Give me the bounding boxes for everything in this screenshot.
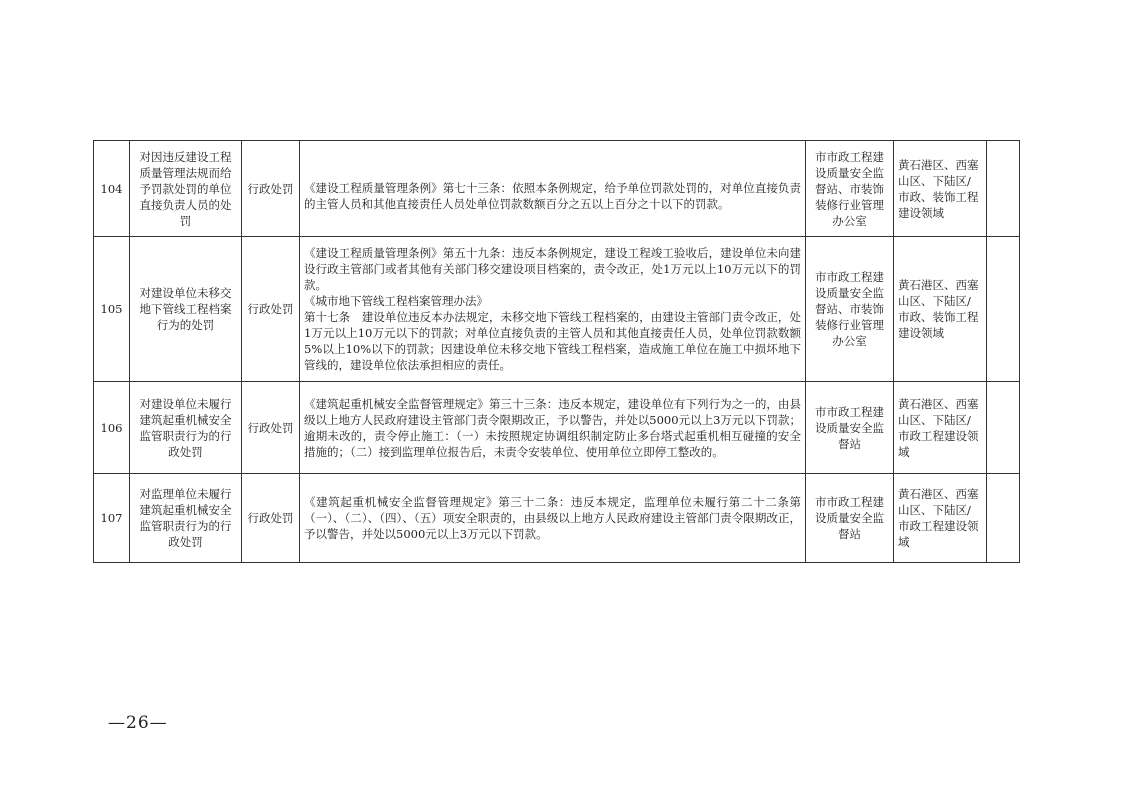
legal-basis-paragraph: 《建筑起重机械安全监督管理规定》第三十二条：违反本规定，监理单位未履行第二十二条第（一）、（二）、（四）、（五）项安全职责的，由县级以上地方人民政府建设主管部门责令限期改正，予以警告，并处以5000元以上3万元以下罚款。 [304,495,801,541]
item-name: 对因违反建设工程质量管理法规而给予罚款处罚的单位直接负责人员的处罚 [130,141,242,237]
jurisdiction-scope: 黄石港区、西塞山区、下陆区/市政工程建设领域 [894,382,987,474]
item-category: 行政处罚 [242,474,300,563]
item-category: 行政处罚 [242,237,300,382]
remark-cell [987,237,1020,382]
table-row [94,237,1020,382]
item-number: 106 [94,382,130,474]
table-row [94,382,1020,474]
penalty-items-table [93,140,1020,563]
item-name: 对监理单位未履行建筑起重机械安全监管职责行为的行政处罚 [130,474,242,563]
jurisdiction-scope: 黄石港区、西塞山区、下陆区/市政工程建设领域 [894,474,987,563]
responsible-department: 市市政工程建设质量安全监督站、市装饰装修行业管理办公室 [806,141,894,237]
item-name: 对建设单位未移交地下管线工程档案行为的处罚 [130,237,242,382]
item-number: 105 [94,237,130,382]
remark-cell [987,474,1020,563]
responsible-department: 市市政工程建设质量安全监督站 [806,474,894,563]
remark-cell [987,382,1020,474]
responsible-department: 市市政工程建设质量安全监督站、市装饰装修行业管理办公室 [806,237,894,382]
legal-basis [300,382,806,474]
jurisdiction-scope: 黄石港区、西塞山区、下陆区/市政、装饰工程建设领域 [894,141,987,237]
legal-basis [300,474,806,563]
table-row [94,141,1020,237]
legal-basis [300,237,806,382]
jurisdiction-scope: 黄石港区、西塞山区、下陆区/市政、装饰工程建设领域 [894,237,987,382]
responsible-department: 市市政工程建设质量安全监督站 [806,382,894,474]
table-row [94,474,1020,563]
page-number: —26— [108,713,168,733]
item-category: 行政处罚 [242,382,300,474]
legal-basis-paragraph: 《建筑起重机械安全监督管理规定》第三十三条：违反本规定，建设单位有下列行为之一的，由县级以上地方人民政府建设主管部门责令限期改正，予以警告，并处以5000元以上3万元以下罚款；逾期未改的，责令停止施工：（一）未按照规定协调组织制定防止多台塔式起重机相互碰撞的安全措施的；（二）接到监理单位报告后，未责令安装单位、使用单位立即停工整改的。 [304,396,801,459]
legal-basis-paragraph: 《建设工程质量管理条例》第七十三条：依照本条例规定，给予单位罚款处罚的，对单位直接负责的主管人员和其他直接责任人员处单位罚款数额百分之五以上百分之十以下的罚款。 [304,180,801,211]
legal-basis-paragraph: 《城市地下管线工程档案管理办法》 [304,294,488,308]
legal-basis [300,141,806,237]
item-category: 行政处罚 [242,141,300,237]
legal-basis-paragraph: 第十七条 建设单位违反本办法规定，未移交地下管线工程档案的，由建设主管部门责令改正，处1万元以上10万元以下的罚款；对单位直接负责的主管人员和其他直接责任人员，处单位罚款数额5%以上10%以下的罚款；因建设单位未移交地下管线工程档案，造成施工单位在施工中损坏地下管线的，建设单位依法承担相应的责任。 [304,310,801,372]
item-name: 对建设单位未履行建筑起重机械安全监管职责行为的行政处罚 [130,382,242,474]
item-number: 107 [94,474,130,563]
legal-basis-paragraph: 《建设工程质量管理条例》第五十九条：违反本条例规定，建设工程竣工验收后，建设单位未向建设行政主管部门或者其他有关部门移交建设项目档案的，责令改正，处1万元以上10万元以下的罚款。 [304,246,801,292]
remark-cell [987,141,1020,237]
item-number: 104 [94,141,130,237]
